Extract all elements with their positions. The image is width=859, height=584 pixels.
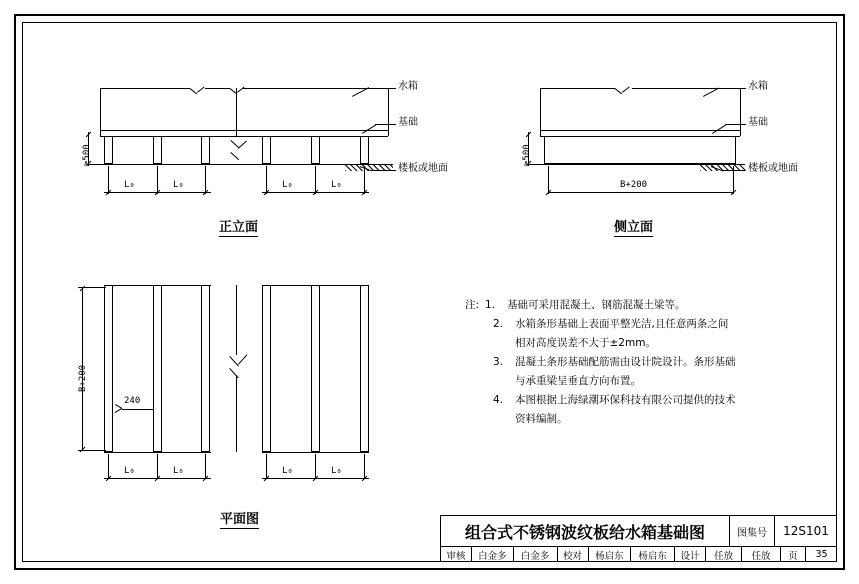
side-label-tank: 水箱 xyxy=(748,81,768,92)
check-label: 校对 xyxy=(558,547,589,562)
front-label-foundation: 基础 xyxy=(398,117,418,128)
front-tank-bottom-2 xyxy=(100,136,388,137)
side-label-foundation: 基础 xyxy=(748,117,768,128)
side-tank-top-1 xyxy=(540,88,615,89)
side-tank-left-edge xyxy=(540,88,541,136)
plan-bext-5 xyxy=(315,454,316,478)
plan-ext-bottom xyxy=(78,450,106,451)
plan-dim-3: L₀ xyxy=(282,466,293,476)
side-foundation-strip xyxy=(544,136,736,164)
side-dim-label: B+200 xyxy=(620,180,648,190)
review-signature: 白金多 xyxy=(514,547,558,562)
front-leader-floor xyxy=(371,170,396,171)
side-dim-line xyxy=(548,192,733,193)
front-pier-3 xyxy=(201,136,210,164)
plan-strip-3 xyxy=(201,285,210,452)
note-3-row-2 xyxy=(465,372,805,391)
page-number: 35 xyxy=(815,549,828,560)
side-tank-bottom-1 xyxy=(540,130,740,131)
notes-block xyxy=(465,296,805,429)
drawing-title: 组合式不锈钢波纹板给水箱基础图 xyxy=(441,516,730,546)
front-leader-foundation xyxy=(375,124,396,125)
plan-bext-4 xyxy=(266,454,267,478)
plan-strip-5 xyxy=(311,285,320,452)
check-signature: 杨启东 xyxy=(631,547,675,562)
front-pier-6 xyxy=(360,136,369,164)
side-label-floor: 楼板或地面 xyxy=(748,163,798,174)
side-height-label: ≥500 xyxy=(522,144,532,166)
front-pier-5 xyxy=(311,136,320,164)
front-dim-1: L₀ xyxy=(124,180,135,190)
plan-view-caption: 平面图 xyxy=(220,512,260,527)
title-block xyxy=(440,515,837,562)
front-dim-2: L₀ xyxy=(173,180,184,190)
front-dim-4: L₀ xyxy=(331,180,342,190)
front-tank-bottom-1 xyxy=(100,130,388,131)
plan-ext-top xyxy=(78,287,106,288)
design-label: 设计 xyxy=(675,547,706,562)
note-4-line-2: 资料编制。 xyxy=(515,413,568,425)
side-tank-right-edge xyxy=(740,88,741,136)
plan-strip-2 xyxy=(153,285,162,452)
notes-title-row xyxy=(465,296,805,315)
plan-strip-4 xyxy=(262,285,271,452)
plan-break-line-top xyxy=(236,285,237,355)
front-pier-2 xyxy=(153,136,162,164)
note-4-line-1: 本图根据上海绿潮环保科技有限公司提供的技术 xyxy=(515,394,736,406)
front-leader-tank xyxy=(368,88,396,89)
plan-bext-2 xyxy=(157,454,158,478)
front-tank-center-line xyxy=(236,88,237,136)
front-height-label: ≥500 xyxy=(82,144,92,166)
plan-label-240: 240 xyxy=(124,396,141,406)
note-2-line-2: 相对高度误差不大于±2mm。 xyxy=(515,337,656,349)
front-label-floor: 楼板或地面 xyxy=(398,163,448,174)
front-tank-top-2 xyxy=(205,88,230,89)
note-3-row-1 xyxy=(465,353,805,372)
plan-leader-240 xyxy=(122,409,154,410)
plan-bottom-line-right xyxy=(262,452,369,453)
plan-dim-2: L₀ xyxy=(173,466,184,476)
front-tank-left-edge xyxy=(100,88,101,136)
side-leader-foundation xyxy=(725,124,746,125)
signature-row xyxy=(441,546,837,562)
plan-break-line-bottom xyxy=(236,375,237,452)
note-index-3: 3. xyxy=(493,356,504,368)
review-label: 审核 xyxy=(441,547,472,562)
plan-dim-4: L₀ xyxy=(331,466,342,476)
note-index-2: 2. xyxy=(493,318,504,330)
plan-top-line-right xyxy=(262,285,369,286)
note-4-row-2 xyxy=(465,410,805,429)
front-tank-top-1 xyxy=(100,88,190,89)
note-index-4: 4. xyxy=(493,394,504,406)
plan-bext-6 xyxy=(364,454,365,478)
side-leader-floor xyxy=(722,170,746,171)
sheet-border-inner xyxy=(22,22,837,562)
note-index-1: 1. xyxy=(485,299,496,311)
plan-bottom-line-left xyxy=(104,452,211,453)
front-dim-3: L₀ xyxy=(282,180,293,190)
note-1-line-1: 基础可采用混凝土、钢筋混凝土梁等。 xyxy=(507,299,686,311)
note-2-row-1 xyxy=(465,315,805,334)
atlas-number-label: 图集号 xyxy=(730,516,775,546)
review-value: 白金多 xyxy=(472,547,514,562)
design-value: 任放 xyxy=(706,547,742,562)
note-4-row-1 xyxy=(465,391,805,410)
front-pier-1 xyxy=(104,136,113,164)
plan-width-label: B+200 xyxy=(78,364,88,392)
check-value: 杨启东 xyxy=(589,547,632,562)
note-2-row-2 xyxy=(465,334,805,353)
side-leader-tank xyxy=(718,88,746,89)
atlas-number-value: 12S101 xyxy=(783,524,829,538)
front-pier-4 xyxy=(262,136,271,164)
notes-title: 注: xyxy=(465,299,480,311)
front-label-tank: 水箱 xyxy=(398,81,418,92)
side-view-caption: 侧立面 xyxy=(614,220,654,235)
plan-dim-1: L₀ xyxy=(124,466,135,476)
plan-bext-1 xyxy=(108,454,109,478)
plan-strip-1 xyxy=(104,285,113,452)
plan-bext-3 xyxy=(205,454,206,478)
plan-strip-6 xyxy=(360,285,369,452)
note-2-line-1: 水箱条形基础上表面平整光洁,且任意两条之间 xyxy=(515,318,729,330)
design-signature: 任放 xyxy=(742,547,780,562)
page-label: 页 xyxy=(781,547,807,562)
note-3-line-2: 与承重梁呈垂直方向布置。 xyxy=(515,375,641,387)
note-3-line-1: 混凝土条形基础配筋需由设计院设计。条形基础 xyxy=(515,356,736,368)
front-tank-right-edge xyxy=(388,88,389,136)
plan-top-line-left xyxy=(104,285,211,286)
front-view-caption: 正立面 xyxy=(219,220,259,235)
